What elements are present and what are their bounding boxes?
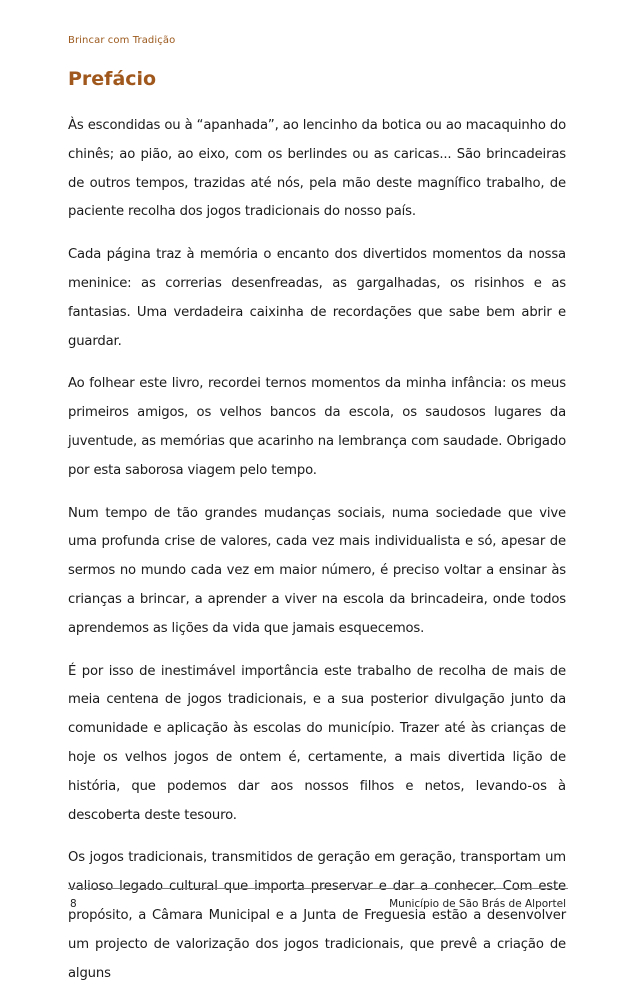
running-header: Brincar com Tradição (68, 35, 176, 46)
paragraph-1: Às escondidas ou à “apanhada”, ao lencinho da botica ou ao macaquinho do chinês; ao pião, ao eixo, com os berlindes ou as caricas... São brincadeiras de outros tempos, trazidas até nós, pela mão deste magnífico trabalho, de paciente recolha dos jogos tradicionais do nosso país. (68, 118, 566, 220)
paragraph-5: É por isso de inestimável importância este trabalho de recolha de mais de meia centena de jogos tradicionais, e a sua posterior divulgação junto da comunidade e aplicação às escolas do município. Trazer até às crianças de hoje os velhos jogos de ontem é, certamente, a mais divertida lição de história, que podemos dar aos nossos filhos e netos, levando-os à descoberta deste tesouro. (68, 663, 566, 823)
page-title: Prefácio (68, 68, 157, 90)
footer-publisher: Município de São Brás de Alportel (389, 898, 566, 910)
body-text (68, 112, 566, 1002)
footer-divider (68, 888, 568, 889)
paragraph-6: Os jogos tradicionais, transmitidos de geração em geração, transportam um valioso legado cultural que importa preservar e dar a conhecer. Com este propósito, a Câmara Municipal e a Junta de Freguesia estão a desenvolver um projecto de valorização dos jogos tradicionais, que prevê a criação de alguns (68, 850, 566, 981)
paragraph-4: Num tempo de tão grandes mudanças sociais, numa sociedade que vive uma profunda crise de valores, cada vez mais individualista e só, apesar de sermos no mundo cada vez em maior número, é preciso voltar a ensinar às crianças a brincar, a aprender a viver na escola da brincadeira, onde todos aprendemos as lições da vida que jamais esquecemos. (68, 505, 566, 636)
paragraph-3: Ao folhear este livro, recordei ternos momentos da minha infância: os meus primeiros amigos, os velhos bancos da escola, os saudosos lugares da juventude, as memórias que acarinho na lembrança com saudade. Obrigado por esta saborosa viagem pelo tempo. (68, 376, 566, 478)
page-number: 8 (70, 898, 77, 910)
paragraph-2: Cada página traz à memória o encanto dos divertidos momentos da nossa meninice: as correrias desenfreadas, as gargalhadas, os risinhos e as fantasias. Uma verdadeira caixinha de recordações que sabe bem abrir e guardar. (68, 247, 566, 349)
